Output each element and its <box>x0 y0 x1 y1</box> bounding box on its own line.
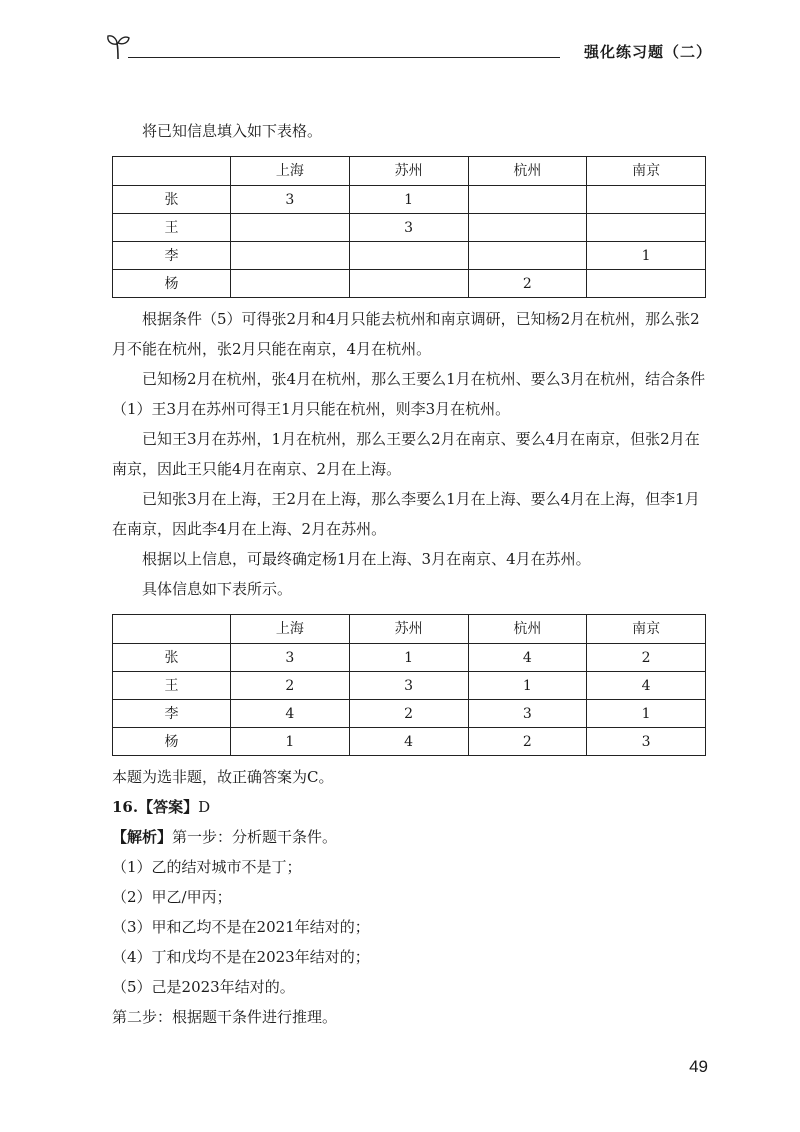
condition-item: （3）甲和乙均不是在2021年结对的； <box>112 918 370 936</box>
intro-text: 将已知信息填入如下表格。 <box>142 122 323 140</box>
answer-label: 16.【答案】 <box>112 798 199 816</box>
table-cell: 2 <box>468 270 587 298</box>
table-cell: 3 <box>349 214 468 242</box>
header-title: 强化练习题（二） <box>583 43 712 61</box>
table-cell <box>468 214 587 242</box>
table-cell: 3 <box>587 728 706 756</box>
table-cell: 2 <box>468 728 587 756</box>
table-cell: 杨 <box>113 728 231 756</box>
table-header-cell: 南京 <box>587 615 706 644</box>
table-cell <box>468 242 587 270</box>
table-row <box>113 270 706 298</box>
table-cell <box>231 242 350 270</box>
analysis-text: 第一步：分析题干条件。 <box>172 828 338 846</box>
header-rule <box>128 57 560 58</box>
table-cell: 张 <box>113 186 231 214</box>
table-row <box>113 242 706 270</box>
table-cell: 1 <box>587 700 706 728</box>
table-row <box>113 214 706 242</box>
table-cell: 4 <box>587 672 706 700</box>
table-header-row <box>113 615 706 644</box>
table-cell: 4 <box>231 700 350 728</box>
table-header-cell: 杭州 <box>468 615 587 644</box>
table-cell: 3 <box>349 672 468 700</box>
table-cell <box>231 214 350 242</box>
table-cell: 张 <box>113 644 231 672</box>
table-row <box>113 672 706 700</box>
table-cell: 1 <box>349 644 468 672</box>
table-cell: 4 <box>468 644 587 672</box>
table-cell: 1 <box>231 728 350 756</box>
table-row <box>113 644 706 672</box>
known-info-table <box>112 156 706 298</box>
table-header-cell <box>113 157 231 186</box>
table-row <box>113 728 706 756</box>
table-cell: 1 <box>349 186 468 214</box>
table-cell <box>349 242 468 270</box>
paragraph: 根据以上信息，可最终确定杨1月在上海、3月在南京、4月在苏州。 <box>142 550 591 568</box>
conclusion-text: 本题为选非题，故正确答案为C。 <box>112 768 334 786</box>
paragraph: 已知王3月在苏州，1月在杭州，那么王要么2月在南京、要么4月在南京，但张2月在南京，因此王只能4月在南京、2月在上海。 <box>112 430 700 478</box>
table-cell <box>587 270 706 298</box>
table-header-cell: 苏州 <box>349 615 468 644</box>
analysis-label: 【解析】 <box>112 828 173 846</box>
table-cell: 李 <box>113 700 231 728</box>
table-cell: 杨 <box>113 270 231 298</box>
table-cell: 李 <box>113 242 231 270</box>
table-cell: 2 <box>231 672 350 700</box>
table-cell: 3 <box>231 644 350 672</box>
table-row <box>113 186 706 214</box>
table-header-cell: 上海 <box>231 615 350 644</box>
condition-item: （4）丁和戊均不是在2023年结对的； <box>112 948 370 966</box>
table-cell: 1 <box>468 672 587 700</box>
table-cell <box>468 186 587 214</box>
table-header-cell: 苏州 <box>349 157 468 186</box>
table-cell <box>349 270 468 298</box>
table-cell: 3 <box>468 700 587 728</box>
paragraph: 具体信息如下表所示。 <box>142 580 293 598</box>
table-header-cell: 杭州 <box>468 157 587 186</box>
answer-value: D <box>198 798 211 816</box>
final-info-table <box>112 614 706 756</box>
table-cell: 王 <box>113 214 231 242</box>
table-cell <box>587 214 706 242</box>
page-content <box>112 116 714 1032</box>
page-number: 49 <box>689 1057 708 1076</box>
table-cell: 4 <box>349 728 468 756</box>
table-header-row <box>113 157 706 186</box>
table-row <box>113 700 706 728</box>
table-header-cell: 南京 <box>587 157 706 186</box>
table-cell: 王 <box>113 672 231 700</box>
paragraph: 已知张3月在上海，王2月在上海，那么李要么1月在上海、要么4月在上海，但李1月在南京，因此李4月在上海、2月在苏州。 <box>112 490 700 538</box>
condition-item: （1）乙的结对城市不是丁； <box>112 858 302 876</box>
step2-text: 第二步：根据题干条件进行推理。 <box>112 1008 338 1026</box>
table-cell <box>231 270 350 298</box>
analysis-line <box>112 822 714 852</box>
table-cell: 1 <box>587 242 706 270</box>
table-header-cell: 上海 <box>231 157 350 186</box>
table-header-cell <box>113 615 231 644</box>
paragraph: 已知杨2月在杭州，张4月在杭州，那么王要么1月在杭州、要么3月在杭州，结合条件（1）王3月在苏州可得王1月只能在杭州，则李3月在杭州。 <box>112 370 706 418</box>
sprout-icon <box>105 32 131 60</box>
condition-item: （5）己是2023年结对的。 <box>112 978 295 996</box>
paragraph: 根据条件（5）可得张2月和4月只能去杭州和南京调研，已知杨2月在杭州，那么张2月不能在杭州，张2月只能在南京，4月在杭州。 <box>112 310 700 358</box>
table-cell: 2 <box>349 700 468 728</box>
answer-line <box>112 792 714 822</box>
table-cell <box>587 186 706 214</box>
table-cell: 2 <box>587 644 706 672</box>
condition-item: （2）甲乙/甲丙； <box>112 888 232 906</box>
table-cell: 3 <box>231 186 350 214</box>
